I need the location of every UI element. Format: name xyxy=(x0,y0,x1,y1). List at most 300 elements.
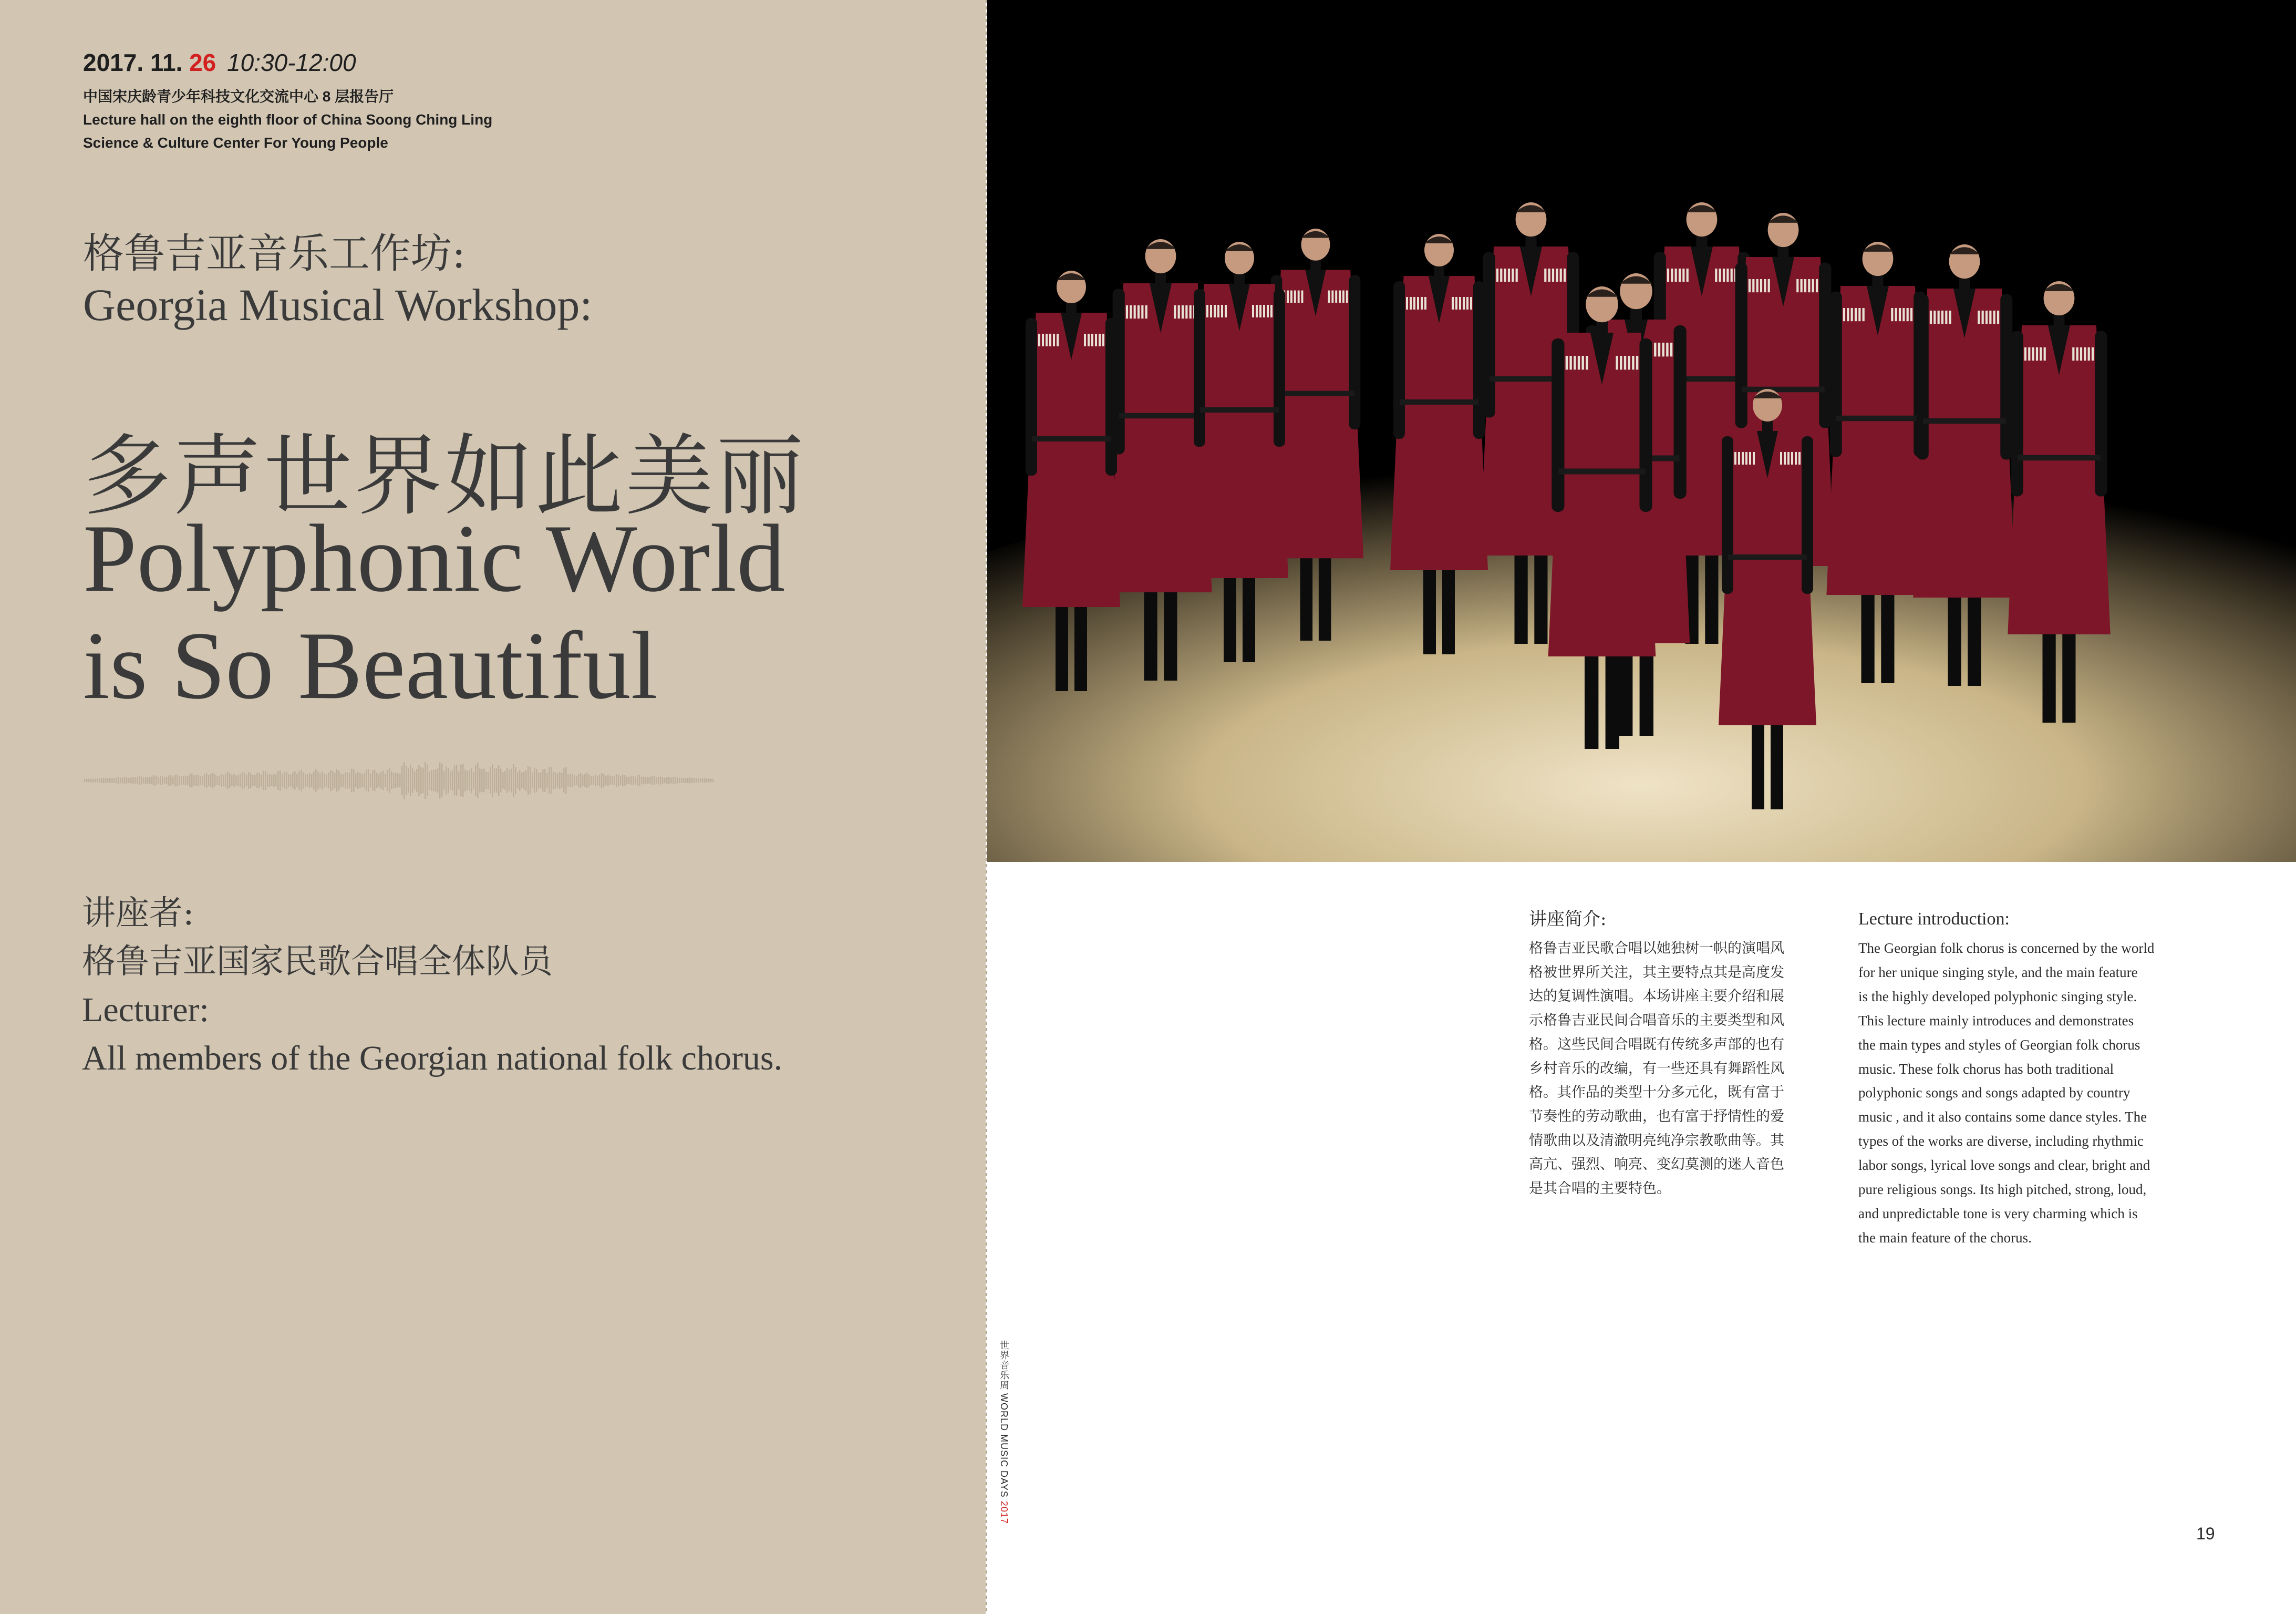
waveform-bar xyxy=(227,772,229,789)
waveform-bar xyxy=(135,777,136,784)
singer-boot xyxy=(1771,725,1783,809)
waveform-bar xyxy=(586,773,588,788)
waveform-bar xyxy=(237,775,239,786)
waveform-bar xyxy=(488,772,489,789)
singer-cartridge xyxy=(1328,291,1330,303)
singer-cartridge xyxy=(1259,305,1261,317)
waveform-bar xyxy=(559,772,561,789)
singer-cartridge xyxy=(2092,347,2094,361)
waveform-bar xyxy=(195,775,197,786)
waveform-bar xyxy=(687,778,689,783)
waveform-bar xyxy=(601,773,603,788)
waveform-bar xyxy=(595,775,596,786)
singer-cartridge xyxy=(1049,334,1051,346)
waveform-bar xyxy=(668,777,670,784)
waveform-bar xyxy=(538,773,540,788)
intro-en-line: the main feature of the chorus. xyxy=(1858,1229,2032,1246)
singer-cartridge xyxy=(1564,269,1566,282)
singer-cartridge xyxy=(1252,305,1254,317)
waveform-bar xyxy=(116,777,117,783)
intro-cn-line: 格被世界所关注，其主要特点其是高度发 xyxy=(1529,964,1784,981)
waveform-bar xyxy=(521,773,523,788)
singer-cartridge xyxy=(1459,297,1461,310)
singer-boot xyxy=(1144,592,1157,681)
waveform-bar xyxy=(425,762,426,799)
singer-cartridge xyxy=(1190,305,1192,318)
waveform-bar xyxy=(111,778,113,783)
waveform-bar xyxy=(103,778,105,783)
singer-cartridge xyxy=(1182,305,1184,318)
waveform-bar xyxy=(393,773,395,788)
waveform-bar xyxy=(315,769,317,792)
waveform-bar xyxy=(357,772,359,789)
waveform-bar xyxy=(389,768,390,793)
singer-cartridge xyxy=(1042,334,1044,346)
intro-cn-line: 高亢、强烈、响亮、变幻莫测的迷人音色 xyxy=(1529,1156,1784,1173)
singer-cartridge xyxy=(1804,279,1806,292)
waveform-bar xyxy=(361,774,363,787)
waveform-bar xyxy=(378,774,380,787)
singer-cartridge xyxy=(1569,356,1571,369)
singer-cartridge xyxy=(1424,297,1426,310)
intro-cn xyxy=(1529,907,1819,1201)
waveform-bar xyxy=(296,774,298,787)
waveform-bar xyxy=(301,769,302,791)
singer-cartridge xyxy=(1847,308,1849,321)
singer-cartridge xyxy=(1214,305,1216,317)
singer-cartridge xyxy=(1267,305,1269,317)
singer-cartridge xyxy=(1662,343,1664,356)
waveform-bar xyxy=(670,778,672,784)
waveform-bar xyxy=(584,774,586,787)
waveform-bar xyxy=(691,778,693,783)
waveform-bar xyxy=(229,773,231,788)
waveform-bar xyxy=(177,775,178,786)
singer-cartridge xyxy=(1941,311,1943,324)
waveform-bar xyxy=(576,776,577,785)
waveform-bar xyxy=(404,762,405,799)
singer-cartridge xyxy=(1516,269,1518,282)
waveform-bar xyxy=(534,768,535,793)
singer-cartridge xyxy=(1134,305,1136,318)
waveform-bar xyxy=(307,774,308,786)
waveform-bar xyxy=(153,775,155,786)
singer-cartridge xyxy=(1993,311,1995,324)
waveform-bar xyxy=(240,774,241,787)
singer-cartridge xyxy=(1406,297,1408,310)
singer-cartridge xyxy=(1470,297,1472,310)
singer-arm xyxy=(1802,436,1813,594)
singer-boot xyxy=(1640,643,1653,736)
singer-cartridge xyxy=(1206,305,1208,317)
singer-cartridge xyxy=(1812,279,1814,292)
waveform-bar xyxy=(254,775,256,786)
venue-line-en-1: Lecture hall on the eighth floor of China Soong Ching Ling xyxy=(83,111,493,128)
waveform-bar xyxy=(546,773,548,788)
waveform-bar xyxy=(633,776,634,785)
waveform-bar xyxy=(109,778,111,783)
waveform-bar xyxy=(174,775,176,786)
waveform-bar xyxy=(185,776,187,785)
singer-cartridge xyxy=(2084,347,2086,361)
singer-cartridge xyxy=(1863,308,1865,321)
singer-belt xyxy=(1559,469,1646,475)
singer-arm xyxy=(1473,281,1485,439)
singer-cartridge xyxy=(1855,308,1857,321)
waveform-bar xyxy=(202,776,203,785)
waveform-bar xyxy=(366,770,367,791)
event-date-day: 26 xyxy=(189,49,216,76)
waveform-bar xyxy=(313,772,315,790)
waveform-bar xyxy=(622,775,624,786)
waveform-bar xyxy=(557,774,559,787)
waveform-bar xyxy=(523,772,525,789)
singer-arm xyxy=(1105,318,1117,476)
singer-cartridge xyxy=(2080,347,2082,361)
singer-cartridge xyxy=(2036,347,2038,361)
singer-cartridge xyxy=(1745,452,1747,465)
singer-cartridge xyxy=(1671,269,1673,282)
waveform-bar xyxy=(492,764,493,796)
singer-cartridge xyxy=(1578,356,1580,369)
waveform-bar xyxy=(355,774,357,787)
waveform-bar xyxy=(212,773,214,788)
singer-cartridge xyxy=(2088,347,2090,361)
singer-arm xyxy=(1552,338,1564,512)
waveform-bar xyxy=(97,778,98,783)
intro-cn-line: 是其合唱的主要特色。 xyxy=(1529,1180,1671,1197)
singer-cartridge xyxy=(1463,297,1465,310)
waveform-bar xyxy=(128,778,130,783)
waveform-bar xyxy=(265,771,266,790)
waveform-bar xyxy=(549,767,550,794)
singer-cartridge xyxy=(1658,343,1660,356)
waveform-bar xyxy=(479,768,481,793)
singer-cartridge xyxy=(1978,311,1980,324)
waveform-bar xyxy=(382,770,384,790)
singer-boot xyxy=(1224,578,1236,662)
waveform-bar xyxy=(90,779,92,783)
singer-arm xyxy=(1194,289,1205,447)
singer-cartridge xyxy=(1764,279,1766,292)
waveform-bar xyxy=(689,777,691,783)
waveform-bar xyxy=(712,779,714,782)
waveform-bar xyxy=(164,777,166,784)
singer-arm xyxy=(2011,331,2023,497)
waveform-bar xyxy=(263,771,264,790)
singer-cartridge xyxy=(1798,452,1801,465)
singer-cartridge xyxy=(1726,269,1729,282)
singer-cartridge xyxy=(1421,297,1423,310)
waveform-bar xyxy=(555,772,556,789)
singer-cartridge xyxy=(1455,297,1457,310)
singer-cartridge xyxy=(1843,308,1845,321)
waveform-bar xyxy=(246,775,247,786)
singer-cartridge xyxy=(1796,279,1798,292)
waveform-bar xyxy=(219,776,220,786)
waveform-bar xyxy=(267,774,268,786)
singer-boot xyxy=(1948,598,1961,686)
waveform-bar xyxy=(540,773,542,789)
waveform-bar xyxy=(643,777,645,785)
singer-cartridge xyxy=(1723,269,1725,282)
event-date-main: 2017. 11. xyxy=(83,49,183,76)
waveform-bar xyxy=(574,775,575,786)
waveform-bar xyxy=(158,777,159,784)
waveform-bar xyxy=(700,778,701,782)
waveform-bar xyxy=(284,772,285,789)
singer-cartridge xyxy=(1791,452,1793,465)
intro-en-line: types of the works are diverse, including rhythmic xyxy=(1858,1133,2144,1149)
waveform-bar xyxy=(481,769,483,791)
waveform-bar xyxy=(397,773,399,787)
waveform-bar xyxy=(618,775,619,786)
waveform-bar xyxy=(147,777,149,784)
waveform-bar xyxy=(244,773,245,788)
waveform-bar xyxy=(233,774,235,787)
waveform-bar xyxy=(162,776,163,785)
singer-boot xyxy=(1074,607,1087,691)
waveform-bar xyxy=(605,776,607,785)
singer-arm xyxy=(2000,294,2012,460)
waveform-bar xyxy=(416,769,418,792)
singer-cartridge xyxy=(1938,311,1940,324)
singer-cartridge xyxy=(1552,269,1554,282)
singer-cartridge xyxy=(1982,311,1984,324)
waveform-bar xyxy=(122,777,123,783)
waveform-bar xyxy=(454,765,456,795)
waveform-bar xyxy=(172,777,174,785)
lecturer-name-cn: 格鲁吉亚国家民歌合唱全体队员 xyxy=(82,942,553,981)
intro-en-line: pure religious songs. Its high pitched, strong, loud, xyxy=(1858,1181,2147,1198)
singer-cartridge xyxy=(2072,347,2074,361)
main-title-en-line-1: Polyphonic World xyxy=(83,505,785,612)
singer-arm xyxy=(1393,281,1405,439)
waveform-bar xyxy=(706,778,708,782)
waveform-bar xyxy=(599,775,601,786)
singer-cartridge xyxy=(1137,305,1140,318)
singer-cartridge xyxy=(2040,347,2042,361)
intro-en-line: The Georgian folk chorus is concerned by the world xyxy=(1858,940,2155,956)
singer-cartridge xyxy=(1985,311,1988,324)
waveform-bar xyxy=(364,773,365,787)
singer-cartridge xyxy=(1053,334,1055,346)
waveform-bar xyxy=(410,765,411,796)
waveform-bar xyxy=(694,778,695,783)
waveform-bar xyxy=(528,766,529,795)
intro-cn-body xyxy=(1529,937,1819,1201)
waveform-bar xyxy=(561,773,563,788)
main-title-en xyxy=(83,505,785,719)
waveform-bar xyxy=(603,774,605,787)
singer-arm xyxy=(1830,292,1842,457)
waveform-bar xyxy=(509,769,510,791)
singer-belt xyxy=(1742,387,1825,393)
singer-cartridge xyxy=(1102,334,1104,346)
singer-cartridge xyxy=(1632,356,1634,369)
waveform-bar xyxy=(673,777,674,784)
waveform-bar xyxy=(200,776,201,785)
waveform-bar xyxy=(223,775,224,786)
singer-cartridge xyxy=(1636,356,1638,369)
waveform-bar xyxy=(485,772,487,789)
waveform-bar xyxy=(572,774,573,787)
waveform-bar xyxy=(542,769,544,792)
waveform-bar xyxy=(475,765,477,796)
waveform-bar xyxy=(126,777,128,783)
intro-cn-line: 格鲁吉亚民歌合唱以她独树一帜的演唱风 xyxy=(1529,940,1784,957)
singer-arm xyxy=(1735,263,1747,428)
singer-cartridge xyxy=(1556,269,1558,282)
waveform-bar xyxy=(639,775,640,786)
waveform-bar xyxy=(206,773,208,787)
singer-cartridge xyxy=(1301,291,1304,303)
singer-arm xyxy=(1640,338,1652,512)
waveform-bar xyxy=(708,779,710,783)
waveform-bar xyxy=(376,773,378,788)
waveform-bar xyxy=(433,770,435,791)
waveform-bar xyxy=(334,773,336,788)
waveform-bar xyxy=(530,767,531,794)
waveform-bar xyxy=(597,776,598,786)
waveform-bar xyxy=(506,768,508,793)
singer-boot xyxy=(1968,598,1981,686)
singer-arm xyxy=(1674,325,1687,499)
waveform-bar xyxy=(353,769,355,791)
waveform-bar xyxy=(683,778,685,783)
singer-boot xyxy=(1319,558,1331,641)
waveform-bar xyxy=(292,773,294,789)
waveform-bar xyxy=(326,774,327,786)
singer-cartridge xyxy=(1185,305,1187,318)
waveform-bar xyxy=(588,774,590,786)
main-title-cn: 多声世界如此美丽 xyxy=(83,425,806,528)
singer-cartridge xyxy=(1410,297,1412,310)
waveform-bar xyxy=(570,774,571,787)
waveform-bar xyxy=(450,772,451,789)
waveform-bar xyxy=(88,779,90,783)
singer-cartridge xyxy=(1174,305,1176,318)
waveform-bar xyxy=(464,769,466,791)
waveform-bar xyxy=(439,763,441,799)
waveform-bar xyxy=(387,770,388,791)
intro-cn-line: 格。其作品的类型十分多元化，既有富于 xyxy=(1529,1084,1784,1101)
singer-cartridge xyxy=(1560,269,1562,282)
singer-cartridge xyxy=(1141,305,1143,318)
singer-belt xyxy=(1119,413,1202,419)
waveform-bar xyxy=(677,777,678,784)
singer-cartridge xyxy=(1907,308,1909,321)
waveform-bar xyxy=(704,778,706,783)
waveform-bar xyxy=(563,768,565,792)
waveform-bar xyxy=(191,774,193,788)
singer-boot xyxy=(2043,634,2056,723)
singer-cartridge xyxy=(1795,452,1797,465)
waveform-bar xyxy=(258,773,260,788)
singer-cartridge xyxy=(1945,311,1947,324)
waveform-bar xyxy=(698,778,699,783)
waveform-bar xyxy=(616,774,617,787)
waveform-bar xyxy=(664,778,666,783)
singer-cartridge xyxy=(1624,356,1626,369)
waveform-bar xyxy=(189,774,191,787)
intro-en xyxy=(1858,907,2185,1250)
waveform-bar xyxy=(500,768,502,792)
waveform-bar xyxy=(612,776,613,784)
intro-cn-line: 情歌曲以及清澈明亮纯净宗教歌曲等。其 xyxy=(1529,1132,1784,1149)
waveform-bar xyxy=(645,777,647,784)
waveform-bar xyxy=(282,774,283,787)
waveform-bar xyxy=(504,771,506,790)
waveform-bar xyxy=(565,767,567,794)
waveform-bar xyxy=(609,776,611,785)
waveform-bar xyxy=(675,777,676,784)
venue-line-cn: 中国宋庆龄青少年科技文化交流中心 8 层报告厅 xyxy=(83,88,394,105)
waveform-bar xyxy=(277,771,279,790)
singer-cartridge xyxy=(1667,269,1669,282)
singer-cartridge xyxy=(1734,452,1736,465)
waveform-bar xyxy=(252,775,254,786)
waveform-bar xyxy=(544,769,546,792)
intro-cn-heading: 讲座简介: xyxy=(1529,909,1607,930)
waveform-bar xyxy=(628,777,630,784)
waveform-bar xyxy=(170,775,172,786)
waveform-bar xyxy=(168,775,170,785)
singer-belt xyxy=(1400,399,1478,405)
waveform-bar xyxy=(502,772,504,788)
waveform-bar xyxy=(193,776,195,786)
waveform-bar xyxy=(681,778,682,783)
waveform-bar xyxy=(385,774,386,787)
waveform-bar xyxy=(408,768,409,793)
singer-cartridge xyxy=(1544,269,1546,282)
singer-cartridge xyxy=(1512,269,1514,282)
waveform-bar xyxy=(580,773,582,788)
waveform-bar xyxy=(477,763,479,798)
waveform-bar xyxy=(92,779,94,783)
waveform-bar xyxy=(120,778,121,784)
singer-cartridge xyxy=(1263,305,1265,317)
intro-cn-line: 达的复调性演唱。本场讲座主要介绍和展 xyxy=(1529,988,1784,1005)
singer-cartridge xyxy=(1687,269,1689,282)
waveform-bar xyxy=(525,770,527,790)
singer-cartridge xyxy=(1331,291,1333,303)
singer-cartridge xyxy=(1500,269,1502,282)
singer-cartridge xyxy=(1910,308,1912,321)
waveform-bar xyxy=(261,774,262,786)
singer-cartridge xyxy=(1760,279,1762,292)
waveform-bar xyxy=(271,775,273,786)
singer-cartridge xyxy=(1145,305,1147,318)
intro-en-body xyxy=(1858,937,2185,1250)
waveform-bar xyxy=(607,775,609,786)
waveform-bar xyxy=(649,777,651,784)
singer-cartridge xyxy=(1899,308,1901,321)
singer-cartridge xyxy=(1742,452,1744,465)
singer-cartridge xyxy=(1989,311,1991,324)
singer-cartridge xyxy=(1270,305,1273,317)
lecturer-label-cn: 讲座者: xyxy=(82,894,194,933)
singer-cartridge xyxy=(1574,356,1576,369)
singer-cartridge xyxy=(2024,347,2026,361)
singer-cartridge xyxy=(1666,343,1668,356)
singer-cartridge xyxy=(1452,297,1454,310)
singer-cartridge xyxy=(1091,334,1093,346)
lecturer-block xyxy=(82,889,782,1083)
event-venue xyxy=(83,85,492,155)
waveform-bar xyxy=(107,778,109,783)
waveform-bar xyxy=(349,773,350,788)
